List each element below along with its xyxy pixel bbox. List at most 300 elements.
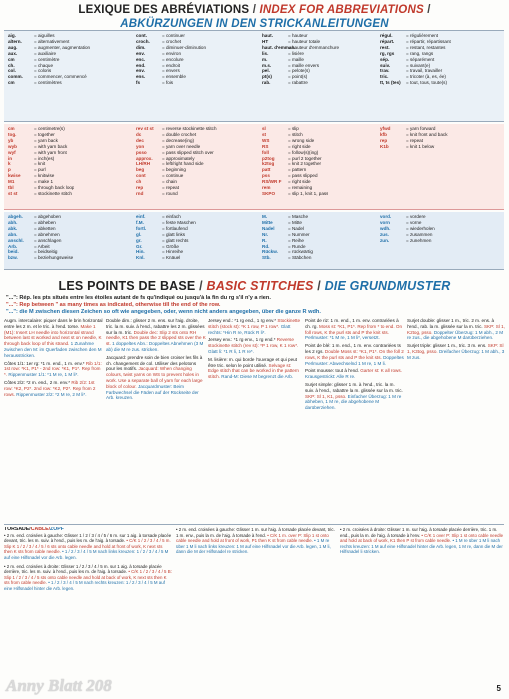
abbreviation-meaning: = continuer xyxy=(162,33,185,38)
stitch-entry xyxy=(305,382,405,411)
abbreviation-entry xyxy=(8,255,73,261)
stitch-de: Perlmuster: *1 M re, 1 M li*, versetzt. xyxy=(305,335,380,341)
stitch-de: Krausgestrickt: Alle R re. xyxy=(305,374,356,380)
abbreviation-term: M. xyxy=(262,214,268,219)
abbreviation-meaning: = glatt links xyxy=(162,231,186,237)
abbreviation-entry xyxy=(380,80,451,86)
abbreviation-term: Hin. xyxy=(136,249,145,255)
abbreviation-table-english xyxy=(4,124,504,210)
abbreviation-meaning: = chain xyxy=(162,179,177,185)
abbreviation-meaning: = lisière xyxy=(288,50,304,56)
abbreviation-term: foll xyxy=(262,149,269,155)
abbreviation-meaning: = feste Maschen xyxy=(162,219,196,225)
abbreviation-term: kfb xyxy=(380,131,387,137)
stitch-entry xyxy=(305,368,405,380)
stitch-entry xyxy=(208,318,303,335)
cable-de: • 1 / 2 / 3 / 4 / 5 M nach links kreuzen: 1 / 2 / 3 / 4 / 5 M auf eine Hilfsnadel vor die Arb. legen. xyxy=(4,549,169,560)
abbreviation-term: zus. xyxy=(380,231,389,237)
stitch-de: 1 Zunahme zwischen den M: im Querfaden zwischen den M herausstricken. xyxy=(4,341,102,358)
abbreviation-term: Nr. xyxy=(262,231,269,237)
abbreviation-entry xyxy=(8,191,74,197)
abbreviation-meaning: = chaque xyxy=(34,62,54,68)
abbreviation-meaning: = pass slipped stitch over xyxy=(162,149,214,155)
stitch-entry xyxy=(305,318,405,341)
basic-stitches-title-fr: LES POINTS DE BASE xyxy=(58,279,196,293)
abbreviation-term: env. xyxy=(136,50,145,56)
abbreviation-meaning: = endroit xyxy=(162,62,181,68)
abbreviation-term: cm xyxy=(8,80,15,86)
abbreviation-meaning: = yarn forward xyxy=(406,126,436,131)
abbreviation-meaning: = knitwise xyxy=(34,173,55,179)
cable-entry xyxy=(4,564,172,592)
cable-de: • 1 / 2 / 3 / 4 / 5 M nach rechts kreuzen: 1 / 2 / 3 / 4 / 5 M auf eine Hilfsnadel hinter die Arb. legen. xyxy=(4,580,165,591)
cable-de: • 1 M re über 1 M li nach rechts kreuzen: 1 M auf eine Hilfsnadel hinter die Arb. legen, 1 M re, dann die M der Hilfsnadel li stricken. xyxy=(340,538,503,555)
stitch-fr: Point de blé: 1 m. end., 1 m. env. contrariées ts les 2 rgs. xyxy=(305,343,401,354)
cable-en: • C/K 1 over P: Slip 1 st onto cable needle and hold at back of work, K1 then P st from cable needle. xyxy=(340,532,504,544)
stitch-en: Moss st: *K1, P1*. Rep from * to end. On foll rows, K the purl sts and P the knit sts. xyxy=(305,323,403,335)
abbreviation-term: sl xyxy=(262,126,266,131)
abbreviation-term: bzw. xyxy=(8,255,18,261)
abbreviation-term: abgeh. xyxy=(8,214,23,219)
abbreviation-meaning: = envers xyxy=(162,68,180,74)
abbreviation-meaning: = Arbeit xyxy=(34,243,50,249)
abbreviation-meaning: = double crochet xyxy=(162,131,197,137)
abbreviation-meaning: = régulièrement xyxy=(406,33,439,38)
stitch-en: Rib 2/2: 1st row: *K2, P2*. 2nd row: *K2, P2*. Rep from 2 rows. xyxy=(4,379,96,397)
abbreviation-meaning: = stockinette stitch xyxy=(34,190,72,196)
abbreviation-term: patt xyxy=(262,167,271,173)
abbreviation-term: régul. xyxy=(380,33,393,38)
stitch-entry xyxy=(4,318,104,359)
abbreviation-term: Stb. xyxy=(262,255,271,261)
abbreviation-meaning: = environ xyxy=(162,50,182,56)
stitch-column-3 xyxy=(208,318,303,523)
abbreviation-meaning: = beidseitig xyxy=(34,249,58,255)
abbreviation-meaning: = auxiliaire xyxy=(34,50,57,56)
stitch-de: Jacquardmuster: Beim Farbwechsel die Fäden auf der Rückseite der Arb. kreuzen. xyxy=(106,383,199,401)
abbr-en-column xyxy=(8,126,74,197)
abbreviation-term: WS xyxy=(262,137,270,143)
abbreviation-meaning: = Runde xyxy=(288,243,306,249)
cable-entry xyxy=(340,527,504,555)
abbreviation-meaning: = einfach xyxy=(162,214,181,219)
stitch-entry xyxy=(106,355,206,401)
abbreviation-term: m.s. xyxy=(262,62,272,68)
abbreviation-term: SKPO xyxy=(262,190,276,196)
abbreviation-term: rep xyxy=(136,185,144,191)
abbreviation-meaning: = knit 2 together xyxy=(288,161,322,167)
stitch-de: Glatt li: *1 R li, 1 R re*. xyxy=(208,348,254,354)
cable-entry xyxy=(4,533,172,561)
abbreviation-meaning: = decrease(ing) xyxy=(162,137,195,143)
stitch-fr: Double dim.: glisser 2 m. ens. sur l'aig. droite, tric. la m. suiv. à l'end., rabattre les 2 m. glissées sur la m. tric. xyxy=(106,318,205,335)
abbreviation-meaning: = hauteur xyxy=(288,33,308,38)
abbreviation-meaning: = pelote(s) xyxy=(288,68,310,74)
abbreviation-meaning: = centimètres xyxy=(34,80,62,86)
abbreviation-meaning: = Masche xyxy=(288,214,309,219)
abbreviation-term: suiv. xyxy=(380,62,391,68)
abbreviation-meaning: = Knäuel xyxy=(162,255,181,261)
abbreviation-meaning: = right side xyxy=(288,179,311,185)
stitch-de: Doppelter Überzug: 1 M abh., 2 M re zus., die abgehobene M darüberziehen. xyxy=(407,329,504,341)
stitch-en: Selvage st: Edge stitch that can be worked in the pattern stitch. xyxy=(208,362,299,380)
abbreviation-term: kwise xyxy=(8,173,21,179)
basic-stitches-title-de: DIE GRUNDMUSTER xyxy=(324,279,451,293)
abbreviation-meaning: = pass slipped xyxy=(288,173,318,179)
abbreviation-term: Rd. xyxy=(262,243,270,249)
stitch-en: Double Moss st: *K1, P1*. On the foll 2 rows, K the purl sts and P the knit sts. xyxy=(305,348,404,360)
abbreviation-term: tog. xyxy=(8,131,17,137)
abbreviation-meaning: = make 1 xyxy=(34,179,54,185)
abbreviation-term: abh. xyxy=(8,219,18,225)
abbreviation-meaning: = augmenter, augmentation xyxy=(34,44,91,50)
abbreviation-term: sép. xyxy=(380,56,390,62)
stitch-fr: Surjet simple: glisser 1 m. à l'end., tric. la m. suiv. à l'end., rabattre la m. glissée sur la m. tric. xyxy=(305,381,403,393)
abbreviation-meaning: = wrong side xyxy=(288,137,315,143)
abbreviation-term: haut. d'emman. xyxy=(262,44,296,50)
cable-fr: • 2 m. end. croisées à droite: Glisser 1 / 2 / 3 / 4 / 5 m. sur 1 aig. à torsade placée derrière, tric. les m. suiv. à l'end., puis les m. de l'aig. à torsade. xyxy=(4,563,162,575)
abbreviation-meaning: = round xyxy=(162,190,178,196)
stitch-column-5 xyxy=(407,318,505,523)
stitch-fr: Jacquard: prendre soin de bien croiser les fils à ch. changement de col. Utiliser des pelotons pour les motifs. xyxy=(106,354,203,372)
abbreviation-term: wyb xyxy=(8,143,17,149)
abbreviation-meaning: = approximately xyxy=(162,155,195,161)
abbreviation-meaning: = fortlaufend xyxy=(162,225,188,231)
cable-en: • C/K 1 / 2 / 3 / 4 / 5 m. Slip K 1 / 2 / 3 / 4 / 5 / 6 sts onto cable needle and hold at front of work, K next sts then K sts from cable needle. xyxy=(4,538,171,555)
stitch-de: Rand-M: Diese M begrenzt die Arb. xyxy=(221,374,294,380)
stitch-fr: Point mousse: tout à l'end. xyxy=(305,368,359,374)
abbreviation-term: approx. xyxy=(136,155,153,161)
abbreviation-meaning: = yarn over needle xyxy=(162,143,201,149)
abbr-en-column xyxy=(380,126,448,150)
abbreviation-meaning: = Reihe xyxy=(288,237,304,243)
abbreviation-meaning: = inch(es) xyxy=(34,155,55,161)
stitch-de: Rippenmuster 1/1: *1 M re, 1 M li*. xyxy=(8,372,79,378)
abbreviation-term: wdh. xyxy=(380,225,391,231)
abbreviation-entry xyxy=(136,80,206,86)
abbreviation-term: beg xyxy=(136,167,145,173)
abbreviation-term: rem xyxy=(262,185,271,191)
cable-heading-de: ZOPF xyxy=(50,527,64,532)
abbreviation-term: rest. xyxy=(380,44,390,50)
abbreviation-term: pss xyxy=(262,173,270,179)
basic-stitches-title: LES POINTS DE BASE / BASIC STITCHES / DIE GRUNDMUSTER xyxy=(58,279,451,293)
abbreviation-meaning: = maille envers xyxy=(288,62,320,68)
abbreviations-title: LEXIQUE DES ABRÉVIATIONS / INDEX FOR ABBREVIATIONS / xyxy=(78,4,431,16)
stitch-en: SKP: Sl 1, K3tog, psso. xyxy=(407,343,504,354)
abbreviation-meaning: = with yarn front xyxy=(34,149,67,155)
stitch-fr: Jersey env.: *1 rg env., 1 rg end.* xyxy=(208,337,276,343)
stitch-entry xyxy=(106,318,206,353)
abbreviation-term: enc. xyxy=(136,56,146,62)
stitch-entry xyxy=(407,318,505,341)
abbreviation-meaning: = stitch xyxy=(288,131,303,137)
abbreviation-meaning: = zusammen xyxy=(406,231,433,237)
abbreviation-term: anschl. xyxy=(8,237,24,243)
cable-en: • C/K 1 / 2 / 3 / 4 / 5 B: Slip 1 / 2 / 3 / 4 / 5 sts onto cable needle and hold at back of work, K next sts then K sts from cable needle. xyxy=(4,569,172,586)
abbreviation-meaning: = abnehmen xyxy=(34,231,60,237)
abbreviation-term: aux. xyxy=(8,50,18,56)
abbreviation-term: k2tog xyxy=(262,161,275,167)
abbreviation-term: cm xyxy=(8,56,15,62)
abbreviation-meaning: = beginning xyxy=(162,167,186,173)
abbreviation-meaning: = beziehungsweise xyxy=(34,255,74,261)
cable-column-3 xyxy=(340,527,504,683)
abbreviation-meaning: = diminuer-diminution xyxy=(162,44,207,50)
stitch-fr: Jersey end.: *1 rg end., 1 rg env.* xyxy=(208,318,277,323)
abbreviation-term: gl. xyxy=(136,231,142,237)
abbreviation-term: trav. xyxy=(380,68,390,74)
abbreviation-term: env. xyxy=(136,68,145,74)
abbreviation-meaning: = zunehmen xyxy=(406,237,432,243)
abbreviation-term: yon xyxy=(136,143,145,149)
abbreviation-meaning: = ensemble xyxy=(162,74,186,80)
abbreviation-meaning: = with yarn back xyxy=(34,143,68,149)
abbreviation-meaning: = hauteur d'emmanchure xyxy=(288,44,340,50)
cable-heading-en: CABLE/ xyxy=(30,527,51,532)
abbreviation-term: rep xyxy=(380,137,388,143)
abbreviation-meaning: = Nadel xyxy=(288,225,304,231)
abbreviation-term: wyf xyxy=(8,149,16,155)
cable-fr: • 2 m. croisées à droite: Glisser 1 m. sur l'aig. à torsade placée derrière, tric. 1 m. end., puis la m. de l'aig. à torsade à l'env. xyxy=(340,527,498,538)
abbreviation-meaning: = wiederholen xyxy=(406,225,435,231)
stitch-entry xyxy=(208,357,303,380)
abbreviation-meaning: = purl 2 together xyxy=(288,155,322,161)
abbreviation-meaning: = coloris xyxy=(34,68,52,74)
abbr-fr-column xyxy=(262,33,339,86)
cable-fr: • 2 m. end. croisées à gauche: Glisser 1 m. sur l'aig. à torsade placée devant, tric. 1 m. env., puis la m. de l'aig. à torsade à l'end. xyxy=(176,527,335,538)
stitch-de: Doppeltes Perlmuster: Abwechselnd 1 M re, 1 M li. xyxy=(305,354,404,366)
abbreviation-term: croch. xyxy=(136,38,150,44)
abbreviation-term: vord. xyxy=(380,214,392,219)
abbreviation-term: beid. xyxy=(8,249,19,255)
abbreviation-term: aig. xyxy=(8,33,16,38)
abbreviation-term: st st xyxy=(8,190,18,196)
abbreviation-meaning: = Größe xyxy=(162,243,179,249)
stitch-en: Rib 1/1: 1st row: *K1, P1* - 2nd row: *K1, P1*. Rep from *. xyxy=(4,360,102,378)
abbreviation-term: dec xyxy=(136,137,144,143)
abbreviation-term: col. xyxy=(8,68,16,74)
stitch-column-2 xyxy=(106,318,206,523)
stitch-fr: Surjet triple: glisser 1 m., tric. 3 m. ens. xyxy=(407,343,487,349)
abbreviations-title-fr: LEXIQUE DES ABRÉVIATIONS xyxy=(78,4,250,16)
abbreviation-term: aug. xyxy=(8,44,18,50)
abbr-en-column xyxy=(136,126,217,197)
stitch-fr: Augm. intercalaire: piquer dans le brin horizontal entre les 2 m. et le tric. à l'end. torse. xyxy=(4,318,103,329)
stitch-en: Make 1 (M1): Insert LH needle into horizontal strand between last st worked and next st on needle, K through back loop of this strand. xyxy=(4,323,102,347)
abbreviation-meaning: = centimètre xyxy=(34,56,60,62)
abbreviation-meaning: = vordere xyxy=(406,214,426,219)
abbreviation-table-french xyxy=(4,30,504,122)
stitch-fr: M. lisière: m. qui borde l'ouvrage et qui peut être tric. selon le point utilisé. xyxy=(208,356,297,368)
abbreviation-term: haut. xyxy=(262,33,273,38)
abbreviation-meaning: = Mitte xyxy=(288,219,302,225)
abbreviation-term: rnd xyxy=(136,190,144,196)
abbreviation-meaning: = tout, tous, toute(s) xyxy=(406,80,447,86)
abbreviation-meaning: = right side xyxy=(288,143,311,149)
abbreviation-meaning: = slip 1, knit 1, pass xyxy=(288,190,329,196)
page-number: 5 xyxy=(496,684,501,693)
abbreviation-term: tt, ts (tes) xyxy=(380,80,401,86)
abbreviation-term: p xyxy=(8,167,11,173)
stitch-fr: Surjet double: glisser 1 m., tric. 2 m. ens. à l'end., rab. la m. glissée sur la m. tric. xyxy=(407,318,495,329)
abbr-de-column xyxy=(136,214,196,261)
abbreviation-meaning: = centimetre(s) xyxy=(34,126,65,131)
abbreviation-term: gr. xyxy=(136,237,142,243)
stitch-de: Glatt rechts: *Hin R re, Rück R li*. xyxy=(208,323,291,335)
stitch-entry xyxy=(407,343,505,360)
abbreviation-term: end. xyxy=(136,62,146,68)
abbreviation-term: ens. xyxy=(136,74,146,80)
cable-section xyxy=(4,524,504,684)
stitch-en: Garter st: K all rows. xyxy=(360,368,402,374)
stitch-de: Dreifacher Überzug: 1 M abh., 3 M zus. xyxy=(407,348,505,360)
abbreviation-meaning: = purl xyxy=(34,167,46,173)
abbreviation-term: f.M. xyxy=(136,219,144,225)
abbreviation-term: comm. xyxy=(8,74,23,80)
abbreviation-term: Knl. xyxy=(136,255,145,261)
cable-column-2 xyxy=(176,527,336,683)
stitch-en: Reverse stockinette stitch (rev st): *P 1 row, K 1 row*. xyxy=(208,337,299,349)
abbreviation-term: k xyxy=(8,161,11,167)
abbreviation-term: cont. xyxy=(136,33,147,38)
stitch-fr: Côtes 1/1: 1er rg: *1 m. end., 1 m. env.* xyxy=(4,360,85,366)
cable-en: • C/K 1 m. over P: Slip 1 st onto cable needle and hold at front of work, P1 then K st from cable needle. xyxy=(176,532,329,544)
abbreviation-term: fs xyxy=(136,80,141,86)
abbreviation-term: altern. xyxy=(8,38,22,44)
abbreviation-term: st xyxy=(262,131,267,137)
stitch-de: 1 doppeltes Abn.: Doppeltes Abnehmen (3 M ab) die M re zus. stricken. xyxy=(106,341,204,352)
abbreviation-meaning: = fois xyxy=(162,80,174,86)
stitch-column-4 xyxy=(305,318,405,523)
abbr-de-column xyxy=(380,214,435,244)
abbreviation-entry xyxy=(262,191,328,197)
abbr-fr-column xyxy=(136,33,206,86)
cable-de: • 1 M re über 1 M li nach links kreuzen: 1 M auf eine Hilfsnadel vor die Arb. legen, 1 M li, dann die M der Hilfsnadel re stricken. xyxy=(176,538,331,555)
abbreviation-entry xyxy=(262,255,313,261)
abbreviation-term: rab. xyxy=(262,80,271,86)
abbreviation-meaning: = anschlagen xyxy=(34,237,62,243)
abbreviation-meaning: = Stäbchen xyxy=(288,255,312,261)
abbreviation-table-german xyxy=(4,212,504,270)
abbreviation-meaning: = vorne xyxy=(406,219,422,225)
abbr-de-column xyxy=(262,214,313,261)
stitch-en: Stockinette stitch (stock st): *K 1 row, P 1 row*. xyxy=(208,318,301,329)
abbreviation-term: Gr. xyxy=(136,243,143,249)
abbreviation-term: HT xyxy=(262,38,269,44)
abbreviation-term: répart. xyxy=(380,38,395,44)
abbreviation-meaning: = yarn back xyxy=(34,137,58,143)
basic-stitches-title-en: BASIC STITCHES xyxy=(206,279,314,293)
abbreviation-meaning: = répartir, répartissant xyxy=(406,38,451,44)
abbreviation-term: M1 xyxy=(8,179,15,185)
abbreviation-meaning: = restant, restantes xyxy=(406,44,446,50)
abbreviation-meaning: = together xyxy=(34,131,55,137)
repeat-note-fr: "...": Rép. les pts situés entre les étoiles autant de fs qu'indiqué ou jusqu'à la fin du rg s'il n'y a rien. xyxy=(6,295,271,301)
abbreviation-meaning: = encolure xyxy=(162,56,184,62)
abbreviation-term: einf. xyxy=(136,214,146,219)
stitch-de: Rippenmuster 2/2: *2 M re, 2 M li*. xyxy=(16,391,87,397)
stitch-en: SKP: Sl 1, K1, psso. xyxy=(305,393,347,399)
abbreviation-meaning: = remaining xyxy=(288,185,313,191)
abbreviation-term: vorn xyxy=(380,219,390,225)
abbreviation-meaning: = abheben xyxy=(34,219,56,225)
abbreviation-term: m. xyxy=(262,56,268,62)
stitch-en: Jacquard: When changing colours, twist yarns on WS to prevent holes in work. Use a separate ball of yarn for each large block of colour. xyxy=(106,366,203,389)
stitch-entry xyxy=(4,361,104,378)
abbreviation-term: dim. xyxy=(136,44,146,50)
abbreviation-meaning: = rückwärtig xyxy=(288,249,313,255)
abbreviations-title-line2 xyxy=(0,18,509,30)
abbreviations-title-en: INDEX FOR ABBREVIATIONS xyxy=(259,4,424,16)
abbr-fr-column xyxy=(380,33,451,86)
abbreviation-entry xyxy=(136,191,217,197)
abbreviation-term: fortl. xyxy=(136,225,147,231)
abbreviation-entry xyxy=(380,144,448,150)
abbreviation-entry xyxy=(136,255,196,261)
abbreviation-term: cm xyxy=(8,126,15,131)
stitch-entry xyxy=(4,380,104,397)
abbreviation-meaning: = travail, travailler xyxy=(406,68,443,74)
abbreviation-term: abk. xyxy=(8,225,18,231)
abbreviation-meaning: = pattern xyxy=(288,167,307,173)
stitch-fr: Point de riz: 1 m. end., 1 m. env. contrariées à ch. rg. xyxy=(305,318,399,329)
repeat-note-en: "...": Rep between " as many times as indicated, otherwise till the end of the row. xyxy=(6,302,221,308)
abbreviation-term: rg, rgs xyxy=(380,50,395,56)
abbreviation-meaning: = rang, rangs xyxy=(406,50,434,56)
abbreviation-term: K1b xyxy=(380,143,389,149)
abbreviation-term: Nadel xyxy=(262,225,275,231)
abbreviation-term: R. xyxy=(262,237,267,243)
abbreviation-term: dc xyxy=(136,131,142,137)
stitch-entry xyxy=(305,343,405,366)
abbreviation-meaning: = rabattre xyxy=(288,80,308,86)
abbreviation-term: Rückw. xyxy=(262,249,278,255)
abbreviation-term: tbl xyxy=(8,185,14,191)
abbr-en-column xyxy=(262,126,328,197)
abbr-de-column xyxy=(8,214,73,261)
abbreviation-entry xyxy=(262,80,339,86)
stitch-de: Einfacher Überzug: 1 M re abheben, 1 M re, die abgehobene M darüberziehen. xyxy=(305,393,402,411)
abbreviation-meaning: = knit 1 below xyxy=(406,143,435,149)
stitch-column-1 xyxy=(4,318,104,523)
abbreviation-meaning: = suivant(e) xyxy=(406,62,431,68)
cable-column-1 xyxy=(4,527,172,683)
cable-entry xyxy=(176,527,336,555)
abbreviation-meaning: = abketten xyxy=(34,225,56,231)
abbreviation-term: yb xyxy=(8,137,14,143)
abbreviation-meaning: = through back loop xyxy=(34,185,75,191)
abbreviation-term: psso xyxy=(136,149,147,155)
abbreviation-meaning: = aiguilles xyxy=(34,33,55,38)
stitch-entry xyxy=(208,337,303,354)
abbreviation-term: RS xyxy=(262,143,269,149)
abbreviation-meaning: = slip xyxy=(288,126,299,131)
abbreviation-term: pel. xyxy=(262,68,270,74)
abbreviation-term: tric. xyxy=(380,74,389,80)
abbreviation-term: RS/WR F xyxy=(262,179,282,185)
abbreviation-term: rev st st xyxy=(136,126,154,131)
abbreviation-meaning: = repeat xyxy=(162,185,179,191)
repeat-note-de: "...": die M zwischen diesen Zeichen so oft wie angegeben, oder, wenn nicht anders angegeben, über die ganze R wdh. xyxy=(6,309,321,315)
abbreviation-meaning: = maille xyxy=(288,56,304,62)
abbreviation-entry xyxy=(380,238,435,244)
abbreviation-term: ch xyxy=(136,179,142,185)
abbreviation-meaning: = crochet xyxy=(162,38,182,44)
abbreviation-meaning: = glatt rechts xyxy=(162,237,189,243)
cable-heading-fr: TORSADE/ xyxy=(4,527,31,532)
abbreviation-meaning: = séparément xyxy=(406,56,435,62)
